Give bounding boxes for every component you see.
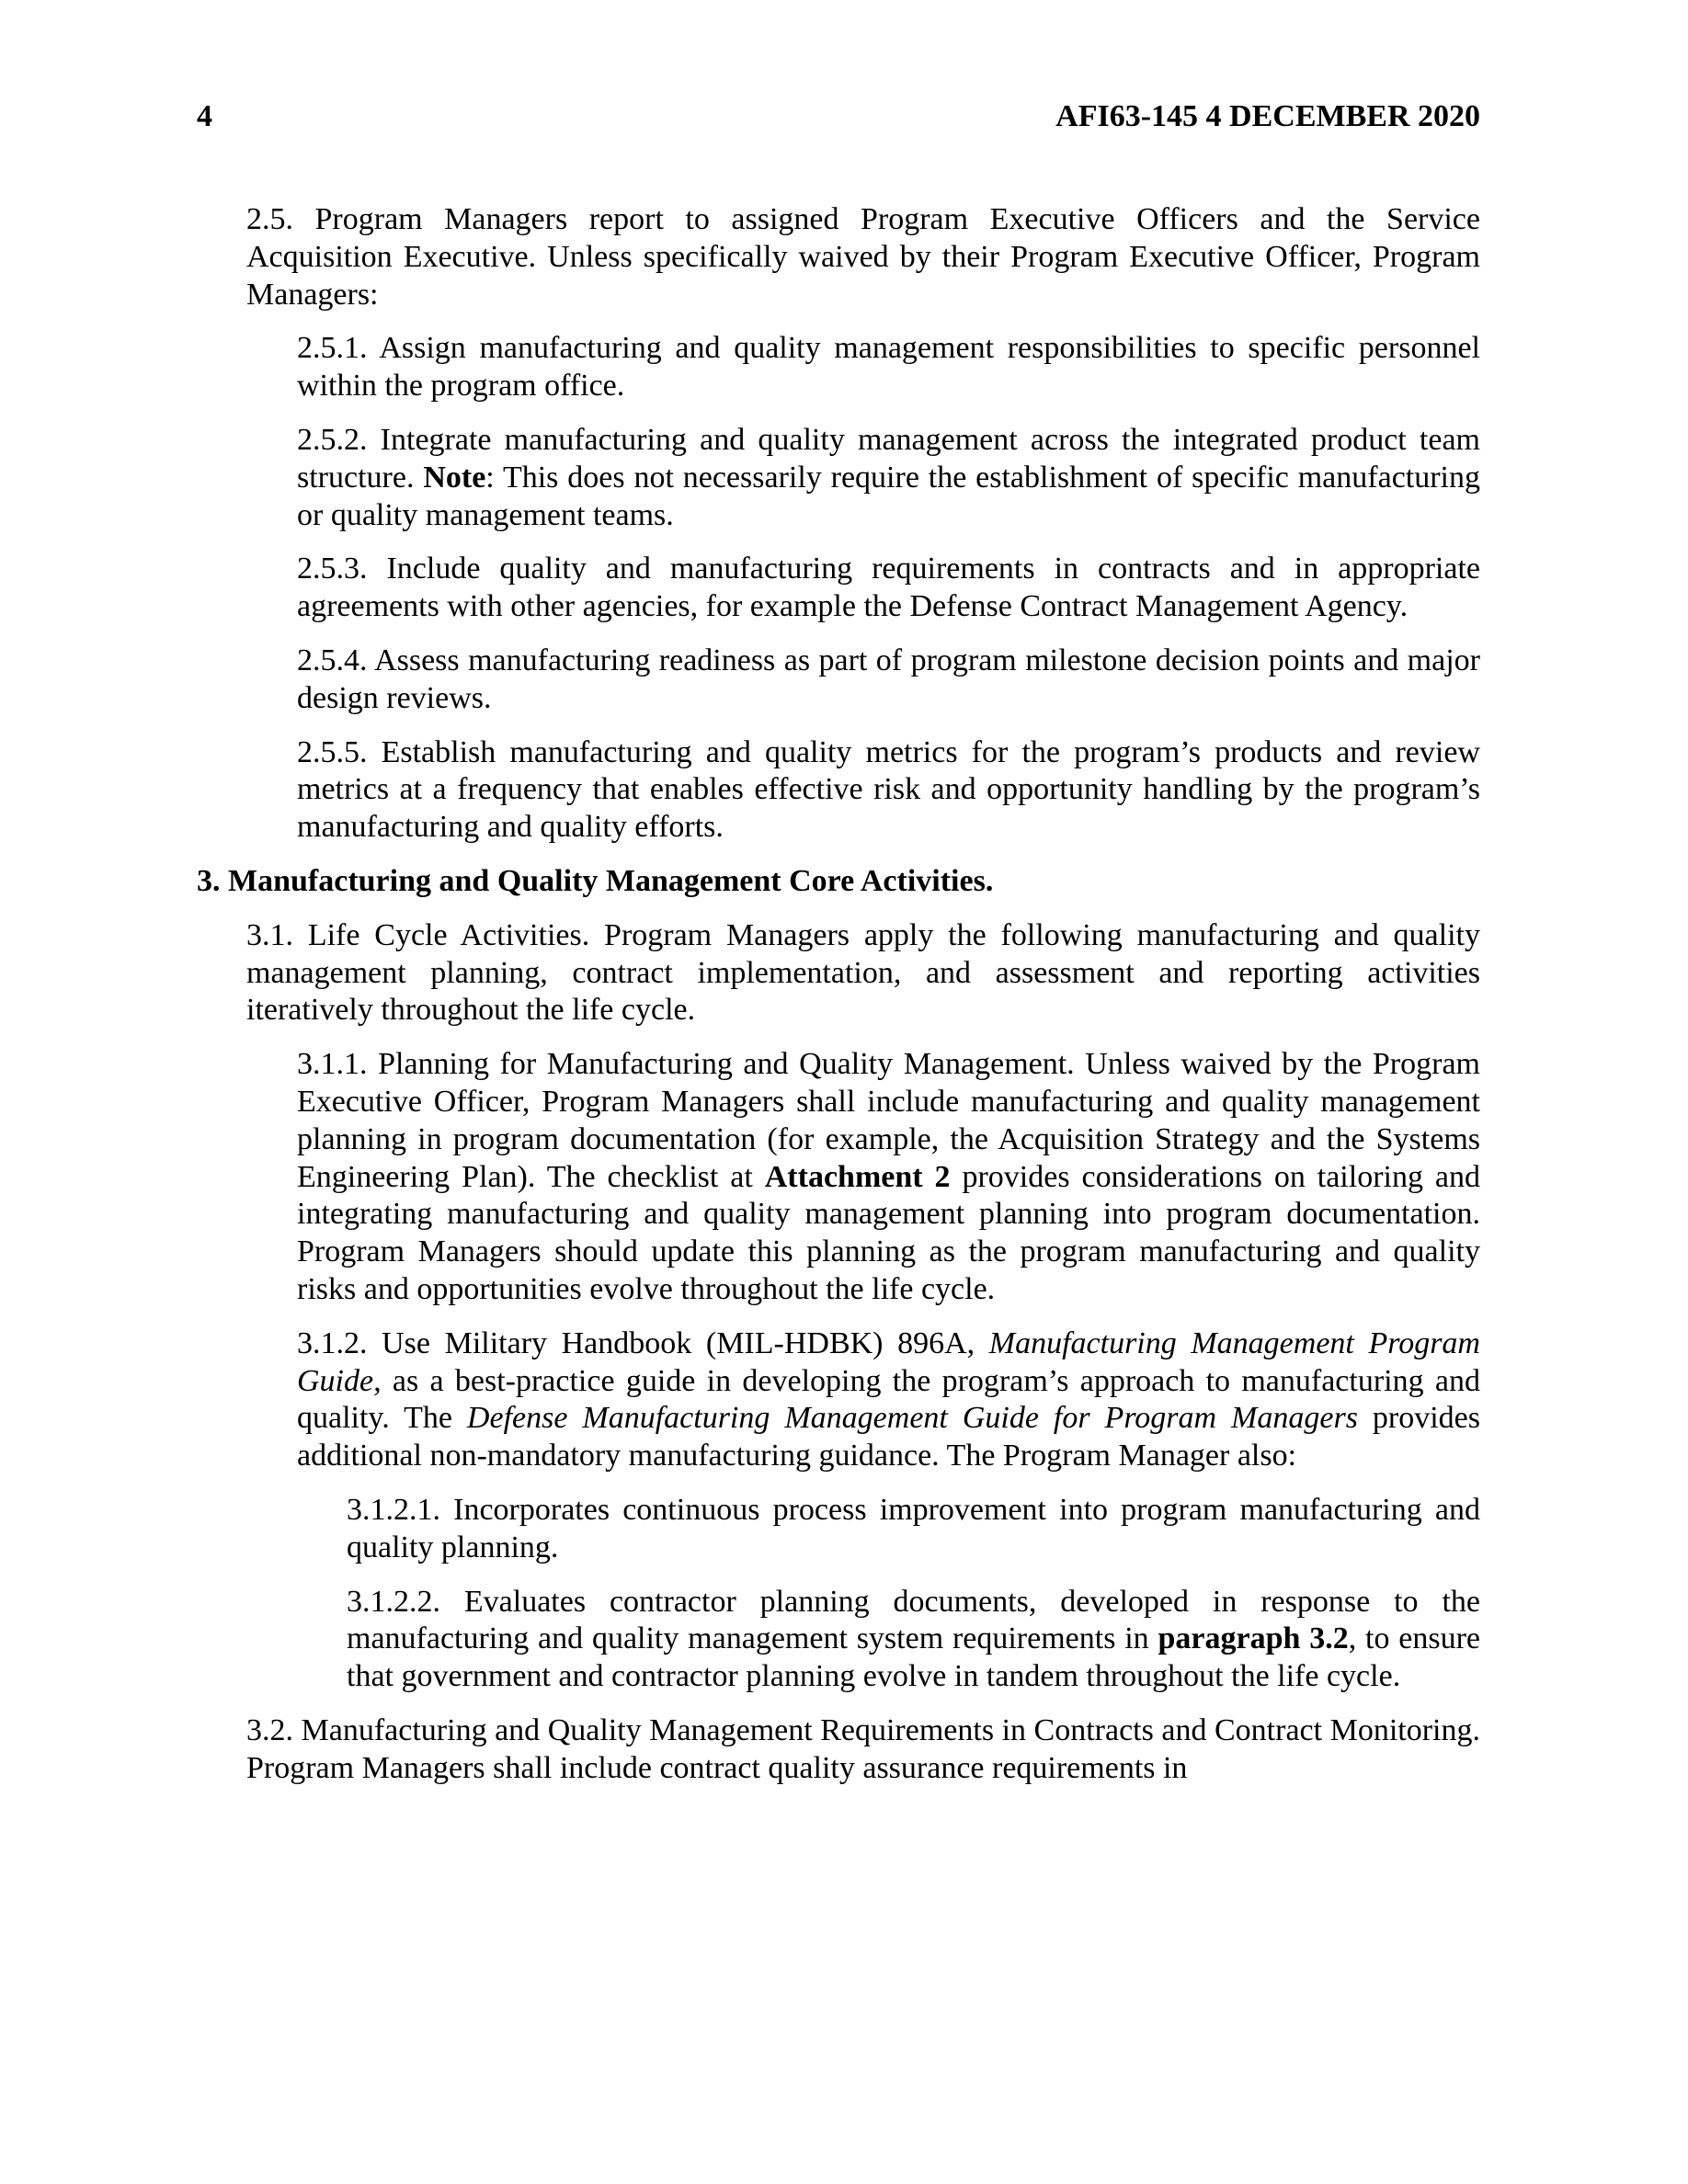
paragraph-3-1-2-2 — [347, 1584, 1480, 1696]
paragraph-2-5: 2.5. Program Managers report to assigned Program Executive Officers and the Service Acquisition Executive. Unless specifically waived by their Program Executive Officer, Program Managers: — [246, 202, 1480, 312]
paragraph-2-5-5: 2.5.5. Establish manufacturing and quality metrics for the program’s products and review metrics at a frequency that enables effective risk and opportunity handling by the program’s manufacturing and quality efforts. — [297, 734, 1480, 845]
paragraph-3-1-2 — [297, 1325, 1480, 1475]
paragraph-3-1-2-2-text-a: 3.1.2.2. Evaluates contractor planning documents, developed in response to the manufacturing and quality management system requirements in — [347, 1584, 1480, 1656]
page-header — [197, 96, 1480, 138]
document-id: AFI63-145 4 DECEMBER 2020 — [1055, 99, 1480, 133]
paragraph-3-1-2-text-c: provides additional non-mandatory manufacturing guidance. The Program Manager also: — [297, 1401, 1481, 1473]
mil-hdbk-title: Manufacturing Management Program Guide, — [297, 1325, 1480, 1398]
paragraph-3-2: 3.2. Manufacturing and Quality Management Requirements in Contracts and Contract Monitoring. Program Managers shall include contract quality assurance requirements in — [246, 1712, 1480, 1785]
attachment-2-reference: Attachment 2 — [764, 1159, 951, 1194]
page-number: 4 — [197, 99, 212, 133]
paragraph-3-1-2-text-a: 3.1.2. Use Military Handbook (MIL-HDBK) 896A, — [297, 1325, 989, 1360]
note-label: Note — [423, 460, 486, 495]
paragraph-2-5-2-text: 2.5.2. Integrate manufacturing and quality management across the integrated product team structure. — [297, 422, 1480, 495]
paragraph-3-1-2-2-text-b: , to ensure that government and contractor planning evolve in tandem throughout the life cycle. — [347, 1621, 1480, 1694]
section-3-heading: 3. Manufacturing and Quality Management Core Activities. — [197, 863, 994, 898]
paragraph-2-5-4: 2.5.4. Assess manufacturing readiness as part of program milestone decision points and major design reviews. — [297, 643, 1480, 715]
paragraph-2-5-2-note: : This does not necessarily require the establishment of specific manufacturing or quality management teams. — [297, 460, 1480, 532]
paragraph-3-1-1 — [297, 1046, 1480, 1309]
paragraph-3-1-1-text-b: provides considerations on tailoring and integrating manufacturing and quality management planning into program documentation. Program Managers should update this planning as the program manufacturing and quality risks and opportunities evolve throughout the life cycle. — [297, 1159, 1480, 1306]
guide-title: Defense Manufacturing Management Guide for Program Managers — [466, 1401, 1358, 1436]
paragraph-3-2-reference: paragraph 3.2 — [1158, 1621, 1349, 1656]
paragraph-3-1-2-text-b: as a best-practice guide in developing the program’s approach to manufacturing and quality. The — [297, 1363, 1480, 1436]
body-text — [197, 201, 1480, 1803]
paragraph-3-1-1-text-a: 3.1.1. Planning for Manufacturing and Quality Management. Unless waived by the Program Executive Officer, Program Managers shall include manufacturing and quality management planning in program documentation (for example, the Acquisition Strategy and the Systems Engineering Plan). The checklist at — [297, 1047, 1480, 1194]
paragraph-2-5-1: 2.5.1. Assign manufacturing and quality management responsibilities to specific personnel within the program office. — [297, 331, 1480, 404]
paragraph-3-1-2-1: 3.1.2.1. Incorporates continuous process improvement into program manufacturing and quality planning. — [347, 1492, 1480, 1564]
paragraph-2-5-3: 2.5.3. Include quality and manufacturing requirements in contracts and in appropriate agreements with other agencies, for example the Defense Contract Management Agency. — [297, 552, 1480, 624]
paragraph-2-5-2 — [297, 422, 1480, 534]
paragraph-3-1: 3.1. Life Cycle Activities. Program Managers apply the following manufacturing and quality management planning, contract implementation, and assessment and reporting activities iteratively throughout the life cycle. — [246, 917, 1480, 1028]
